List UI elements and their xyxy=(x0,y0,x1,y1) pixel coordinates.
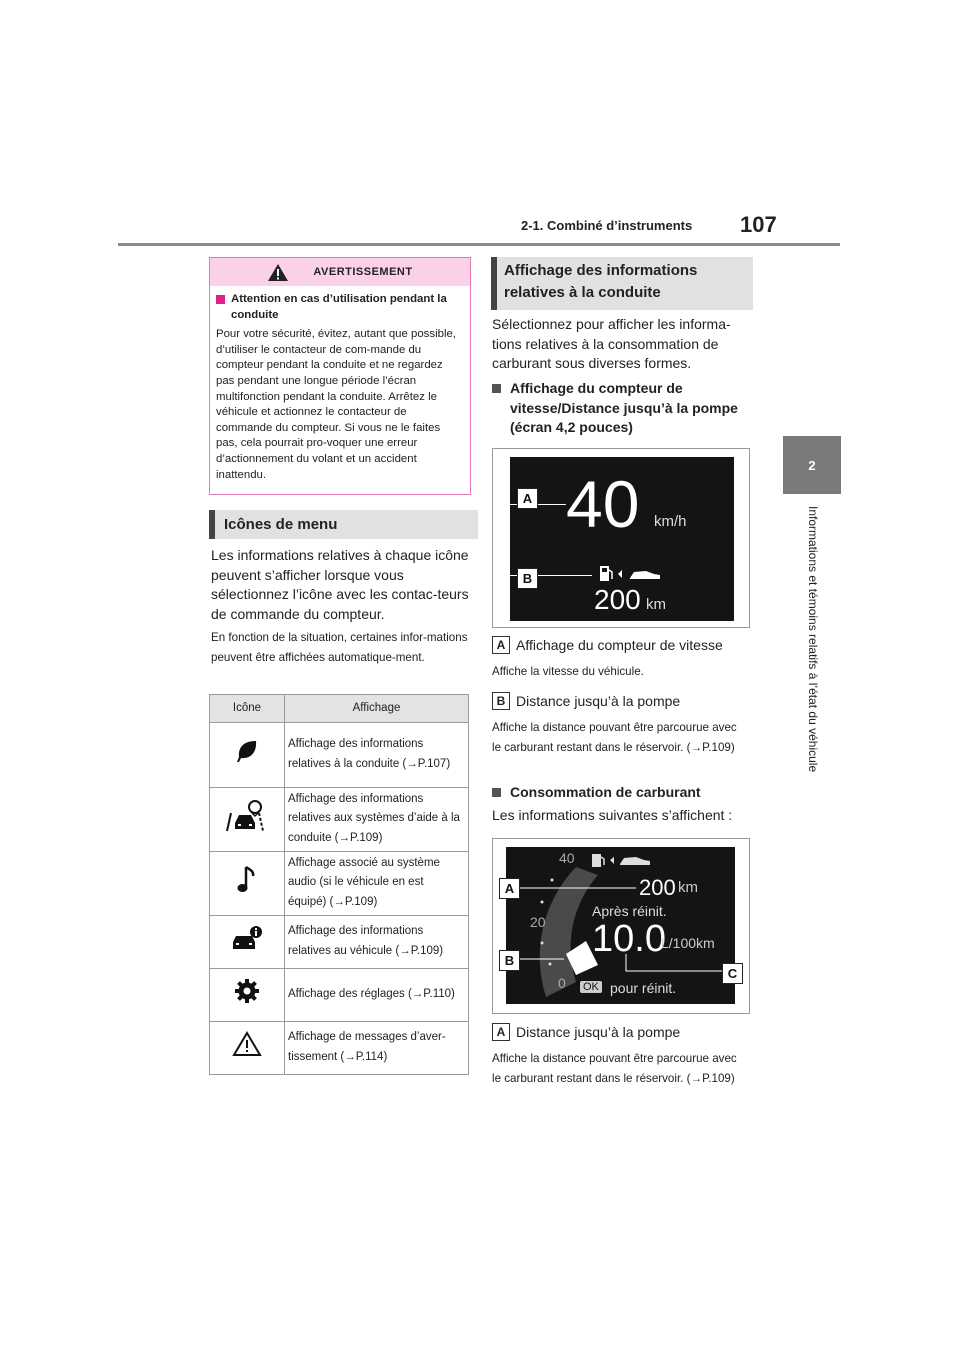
section-title: 2-1. Combiné d’instruments xyxy=(521,218,693,233)
consumption-unit: L/100km xyxy=(661,935,715,951)
fuel-screen-frame xyxy=(492,838,750,1014)
tag-a: A xyxy=(499,878,520,899)
driving-assist-icon xyxy=(225,799,269,833)
fuel-pump-car-icon xyxy=(598,563,668,585)
row-text: Affichage associé au système audio (si le véhicule en est équipé) (→P.109) xyxy=(285,852,469,916)
row-text: Affichage des informations relatives aux systèmes d’aide à la conduite (→P.109) xyxy=(285,788,469,852)
fuel-title-block xyxy=(492,783,754,803)
fuel-range-unit: km xyxy=(678,879,698,896)
music-note-icon xyxy=(236,865,258,895)
speedo-item-b-title: Distance jusqu’à la pompe xyxy=(516,693,681,709)
label-a: A xyxy=(492,1023,510,1041)
tag-a: A xyxy=(517,488,538,509)
row-text: Affichage des informations relatives à la conduite (→P.107) xyxy=(285,723,469,788)
fuel-title: Consommation de carburant xyxy=(510,784,701,800)
table-row xyxy=(210,916,469,969)
speedo-title-block xyxy=(492,379,754,438)
vehicle-info-icon xyxy=(230,924,264,952)
speedo-item-a xyxy=(492,636,723,654)
fuel-item-a-desc: Affiche la distance pouvant être parcourue avec le carburant restant dans le réservoir. (→P.109) xyxy=(492,1052,737,1085)
tag-c: C xyxy=(722,963,743,984)
reset-hint: pour réinit. xyxy=(610,980,677,996)
chapter-tab: 2 xyxy=(783,436,841,494)
leaf-icon xyxy=(234,738,260,764)
speed-unit: km/h xyxy=(654,513,687,530)
bullet-square-icon xyxy=(492,788,501,797)
label-b: B xyxy=(492,692,510,710)
warning-box xyxy=(209,257,471,495)
chapter-side-title xyxy=(806,506,820,806)
speedo-item-b-desc: Affiche la distance pouvant être parcourue avec le carburant restant dans le réservoir. (→P.109) xyxy=(492,721,737,754)
speedo-item-b xyxy=(492,692,680,710)
row-text: Affichage des informations relatives au véhicule (→P.109) xyxy=(285,916,469,969)
page-number: 107 xyxy=(740,212,777,237)
speedo-item-a-desc: Affiche la vitesse du véhicule. xyxy=(492,665,644,678)
speedo-screen-frame xyxy=(492,448,750,628)
col-icon-header: Icône xyxy=(210,695,285,723)
header-rule xyxy=(118,243,840,246)
tag-b: B xyxy=(517,568,538,589)
fuel-intro: Les informations suivantes s’affichent : xyxy=(492,807,733,823)
warning-title: AVERTISSEMENT xyxy=(313,266,413,278)
speed-value: 40 xyxy=(566,467,640,541)
menu-icons-intro: Les informations relatives à chaque icône peuvent s’afficher lorsque vous sélectionnez l’icône avec les contac-teurs de commande du compteur. xyxy=(211,547,469,622)
tag-b: B xyxy=(499,950,520,971)
menu-icons-table xyxy=(209,694,469,1075)
warning-triangle-icon xyxy=(267,263,289,282)
fuel-range-value: 200 xyxy=(639,875,676,900)
warning-triangle-icon xyxy=(232,1031,262,1057)
chapter-title: Informations et témoins relatifs à l’état du véhicule xyxy=(806,506,820,773)
label-a: A xyxy=(492,636,510,654)
gauge-label-40: 40 xyxy=(559,850,575,866)
driving-info-intro: Sélectionnez pour afficher les informa-tions relatives à la consommation de carburant sous diverses formes. xyxy=(492,316,731,371)
row-text: Affichage de messages d’aver-tissement (→P.114) xyxy=(285,1022,469,1075)
table-row xyxy=(210,788,469,852)
ok-badge: OK xyxy=(580,981,602,993)
speedo-title: Affichage du compteur de vitesse/Distance jusqu’à la pompe (écran 4,2 pouces) xyxy=(510,380,738,435)
driving-info-heading: Affichage des informations relatives à la conduite xyxy=(491,257,753,310)
warning-header xyxy=(210,258,470,286)
table-row xyxy=(210,723,469,788)
range-value: 200 xyxy=(594,584,641,615)
range-unit: km xyxy=(646,596,666,613)
fuel-screen xyxy=(506,847,735,1004)
warning-subtitle: Attention en cas d’utilisation pendant la conduite xyxy=(231,293,447,321)
speedo-item-a-title: Affichage du compteur de vitesse xyxy=(516,637,723,653)
col-display-header: Affichage xyxy=(285,695,469,723)
fuel-item-a xyxy=(492,1023,680,1041)
menu-icons-heading: Icônes de menu xyxy=(209,510,478,539)
table-row xyxy=(210,852,469,916)
table-row xyxy=(210,969,469,1022)
after-reset-label: Après réinit. xyxy=(592,903,667,919)
consumption-value: 10.0 xyxy=(592,918,666,960)
bullet-square-icon xyxy=(216,295,225,304)
gauge-label-0: 0 xyxy=(558,975,566,991)
speedo-screen xyxy=(510,457,734,621)
gauge-label-20: 20 xyxy=(530,914,546,930)
row-text: Affichage des réglages (→P.110) xyxy=(285,969,469,1022)
menu-icons-note: En fonction de la situation, certaines infor-mations peuvent être affichées automatique-ment. xyxy=(211,631,468,664)
warning-body: Pour votre sécurité, évitez, autant que possible, d’utiliser le contacteur de com-mande du compteur pendant la conduite et ne regardez pas pendant une longue période l’écran multifonction pendant la conduite. Arrêtez le véhicule et actionnez le contacteur de commande du compteur. Si vous ne le faites pas, cela pourrait pro-voquer une erreur d’actionnement du volant et un accident inattendu. xyxy=(216,328,456,481)
table-row xyxy=(210,1022,469,1075)
bullet-square-icon xyxy=(492,384,501,393)
gear-icon xyxy=(234,978,260,1004)
fuel-item-a-title: Distance jusqu’à la pompe xyxy=(516,1024,681,1040)
